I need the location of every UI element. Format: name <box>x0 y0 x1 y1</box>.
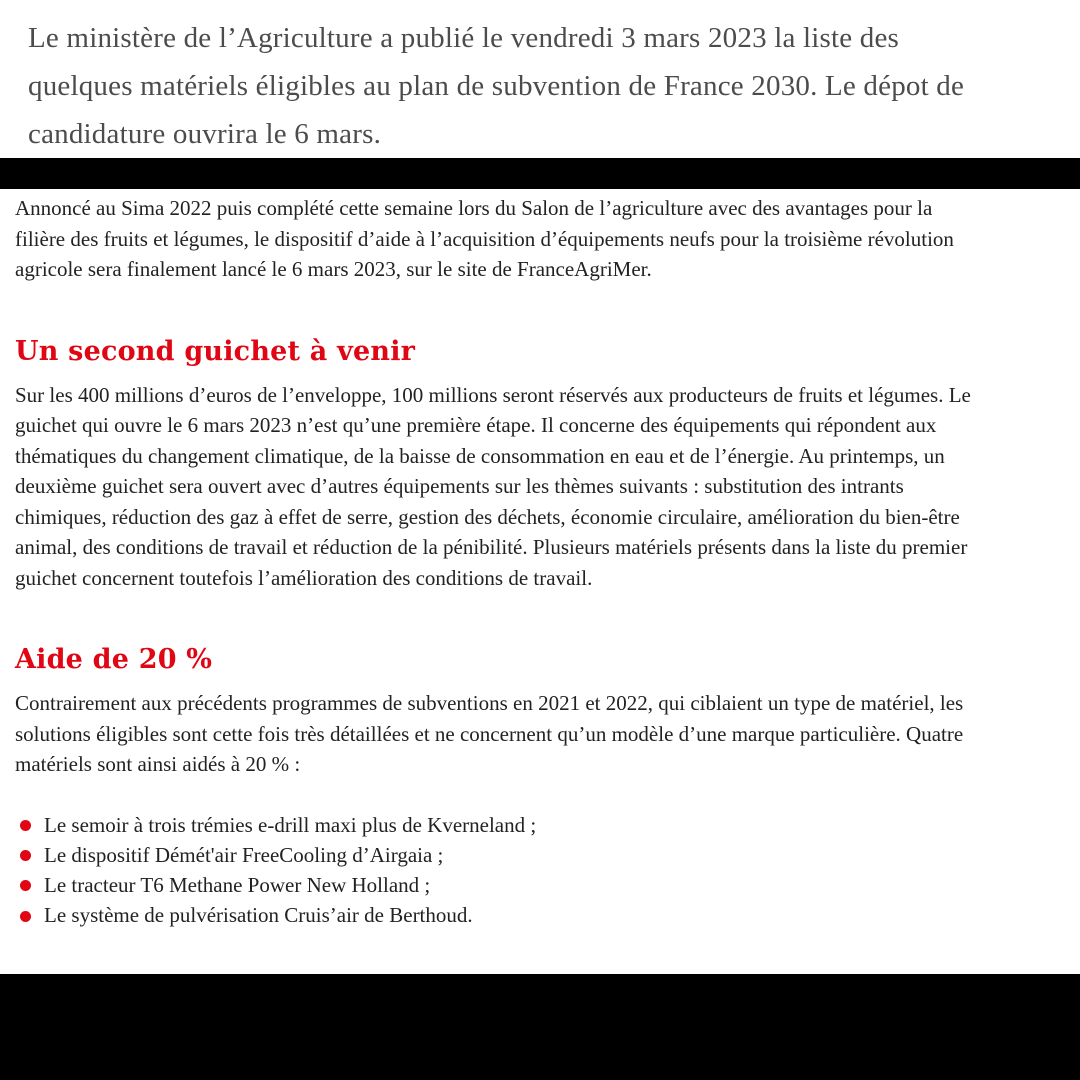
bullet-dot-icon <box>20 880 31 891</box>
bullet-dot-icon <box>20 911 31 922</box>
section-paragraph-aide-20: Contrairement aux précédents programmes de subventions en 2021 et 2022, qui ciblaient un type de matériel, les solutions éligibles sont cette fois très détaillées et ne concernent qu’un modèle d’une marque particulière. Quatre matériels sont ainsi aidés à 20 % : <box>15 691 964 776</box>
section-heading-second-guichet: Un second guichet à venir <box>15 335 416 367</box>
list-item-text: Le semoir à trois trémies e-drill maxi plus de Kverneland ; <box>44 812 537 837</box>
bottom-band <box>0 974 1080 1080</box>
list-item <box>15 810 985 840</box>
list-item-text: Le tracteur T6 Methane Power New Holland ; <box>44 873 431 898</box>
section-heading-aide-20: Aide de 20 % <box>15 644 213 675</box>
list-item <box>15 870 985 900</box>
lede-text: Le ministère de l’Agriculture a publié le vendredi 3 mars 2023 la liste des quelques matériels éligibles au plan de subvention de France 2030. Le dépot de candidature ouvrira le 6 mars. <box>28 22 965 150</box>
list-item <box>15 840 985 870</box>
list-item-text: Le dispositif Démét'air FreeCooling d’Airgaia ; <box>44 842 444 867</box>
bullet-dot-icon <box>20 820 31 831</box>
equipment-list <box>15 810 985 931</box>
section-paragraph-second-guichet: Sur les 400 millions d’euros de l’enveloppe, 100 millions seront réservés aux producteurs de fruits et légumes. Le guichet qui ouvre le 6 mars 2023 n’est qu’une première étape. Il concerne des équipements qui répondent aux thématiques du changement climatique, de la baisse de consommation en eau et de l’énergie. Au printemps, un deuxième guichet sera ouvert avec d’autres équipements sur les thèmes suivants : substitution des intrants chimiques, réduction des gaz à effet de serre, gestion des déchets, économie circulaire, amélioration du bien-être animal, des conditions de travail et réduction de la pénibilité. Plusieurs matériels présents dans la liste du premier guichet concernent toutefois l’amélioration des conditions de travail. <box>15 382 971 590</box>
top-divider-band <box>0 158 1080 189</box>
list-item-text: Le système de pulvérisation Cruis’air de Berthoud. <box>44 903 473 928</box>
article-body <box>0 189 1080 931</box>
bullet-dot-icon <box>20 850 31 861</box>
article-lede <box>0 0 1080 158</box>
list-item <box>15 900 985 930</box>
intro-paragraph: Annoncé au Sima 2022 puis complété cette semaine lors du Salon de l’agriculture avec des avantages pour la filière des fruits et légumes, le dispositif d’aide à l’acquisition d’équipements neufs pour la troisième révolution agricole sera finalement lancé le 6 mars 2023, sur le site de FranceAgriMer. <box>15 196 954 281</box>
